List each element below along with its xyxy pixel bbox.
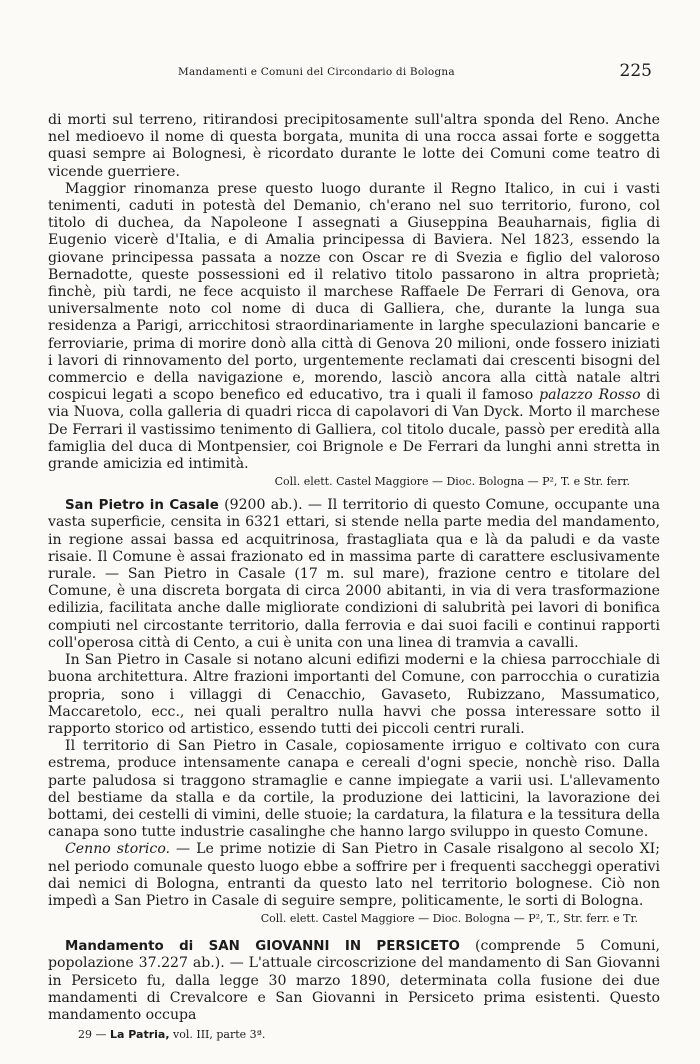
running-title: Mandamenti e Comuni del Circondario di Bologna [178,66,455,78]
entry-san-pietro-in-casale [48,497,660,652]
page-footer [78,1028,265,1041]
paragraph-regno-italico [48,181,660,473]
text-run: Maggior rinomanza prese questo luogo durante il Regno Italico, in cui i vasti tenimenti, caduti in potestà del Demanio, ch'erano nel suo territorio, furono, col titolo di duchea, da Napoleone I assegnati a Giuseppina Beauharnais, figlia di Eugenio vicerè d'Italia, e di Amalia principessa di Baviera. Nel 1823, essendo la giovane principessa passata a nozze con Oscar re di Svezia e figlio del valoroso Bernadotte, queste possessioni ed il relativo titolo passarono in altra proprietà; finchè, più tardi, ne fece acquisto il marchese Raffaele De Ferrari di Genova, ora universalmente noto col nome di duca di Galliera, che, durante la lunga sua residenza a Parigi, arricchitosi straordinariamente in larghe speculazioni bancarie e ferroviarie, prima di morire donò alla città di Genova 20 milioni, onde fossero iniziati i lavori di rinnovamento del porto, urgentemente reclamati dai crescenti bisogni del commercio e della navigazione e, morendo, lasciò ancora alla città natale altri cospicui legati a scopo benefico ed educativo, tra i quali il famoso [48,180,660,404]
cenno-label: Cenno storico. [65,841,171,858]
signature-mark: 29 — [78,1028,110,1041]
paragraph-territorio: Il territorio di San Pietro in Casale, copiosamente irriguo e coltivato con cura estrema, produce intensamente canapa e cereali d'ogni specie, nonchè riso. Dalla parte paludosa si traggono stramaglie e canne impiegate a varii usi. L'allevamento del bestiame da stalla e da cortile, la produzione dei latticini, la lavorazione dei bottami, dei cestelli di vimini, delle stuoie; la cardatura, la filatura e la tessitura della canapa sono tutte industrie casalinghe che hanno largo sviluppo in questo Comune. [48,738,660,841]
cenno-text: — Le prime notizie di San Pietro in Casale risalgono al secolo XI; nel periodo comunale questo luogo ebbe a soffrire per i frequenti saccheggi operativi dai nemici di Bologna, entranti da questo lato nel territorio bolognese. Ciò non impedì a San Pietro in Casale di seguire sempre, politicamente, le sorti di Bologna. [48,841,660,909]
paragraph-cenno-storico [48,841,660,910]
page-number: 225 [619,61,652,81]
page-body [48,112,660,1024]
entry-heading: Mandamento di SAN GIOVANNI IN PERSICETO [65,939,460,955]
electoral-note: Coll. elett. Castel Maggiore — Dioc. Bologna — P², T. e Str. ferr. [274,475,630,489]
page-header [48,63,660,85]
volume-info: vol. III, parte 3ª. [169,1028,266,1041]
entry-heading: San Pietro in Casale [65,498,219,514]
entry-text: (comprende 5 Comuni, popolazione 37.227 ab.). — L'attuale circoscrizione del mandamento di San Giovanni in Persiceto fu, dalla legge 30 marzo 1890, determinata colla fusione dei due mandamenti di Crevalcore e San Giovanni in Persiceto prima esistenti. Questo mandamento occupa [48,938,660,1023]
electoral-note: Coll. elett. Castel Maggiore — Dioc. Bologna — P², T., Str. ferr. e Tr. [260,912,638,926]
entry-text: (9200 ab.). — Il territorio di questo Comune, occupante una vasta superficie, censita in 6321 ettari, si stende nella parte media del mandamento, in regione assai bassa ed acquitrinosa, frastagliata qua e là da paludi e da vaste risaie. Il Comune è assai frazionato ed in massima parte di carattere esclusivamente rurale. — San Pietro in Casale (17 m. sul mare), frazione centro e titolare del Comune, è una discreta borgata di circa 2000 abitanti, in via di vera trasformazione edilizia, facilitata anche dalle migliorate condizioni di salubrità pei lavori di bonifica compiuti nel circostante territorio, dalla ferrovia e dai suoi facili e continui rapporti coll'operosa città di Cento, a cui è unita con una linea di tramvia a cavalli. [48,497,660,651]
entry-mandamento-san-giovanni [48,938,660,1024]
text-run: di via Nuova, colla galleria di quadri ricca di capolavori di Van Dyck. Morto il marchese De Ferrari il vastissimo tenimento di Galliera, col titolo ducale, passò per eredità alla famiglia del duca di Montpensier, coi Brignole e De Ferrari da lunghi anni stretta in grande amicizia ed intimità. [48,387,660,473]
italic-palazzo-rosso: palazzo Rosso [539,387,641,404]
paragraph-continuation: di morti sul terreno, ritirandosi precipitosamente sull'altra sponda del Reno. Anche nel medioevo il nome di questa borgata, munita di una rocca assai forte e soggetta quasi sempre ai Bolognesi, è ricordato durante le lotte dei Comuni come teatro di vicende guerriere. [48,112,660,180]
publication-title: La Patria, [110,1028,170,1041]
paragraph-edifizi: In San Pietro in Casale si notano alcuni edifizi moderni e la chiesa parrocchiale di buona architettura. Altre frazioni importanti del Comune, con parrocchia o curatizia propria, sono i villaggi di Cenacchio, Gavaseto, Rubizzano, Massumatico, Maccaretolo, ecc., nei quali peraltro nulla havvi che possa interessare sotto il rapporto storico od artistico, essendo tutti dei piccoli centri rurali. [48,652,660,737]
